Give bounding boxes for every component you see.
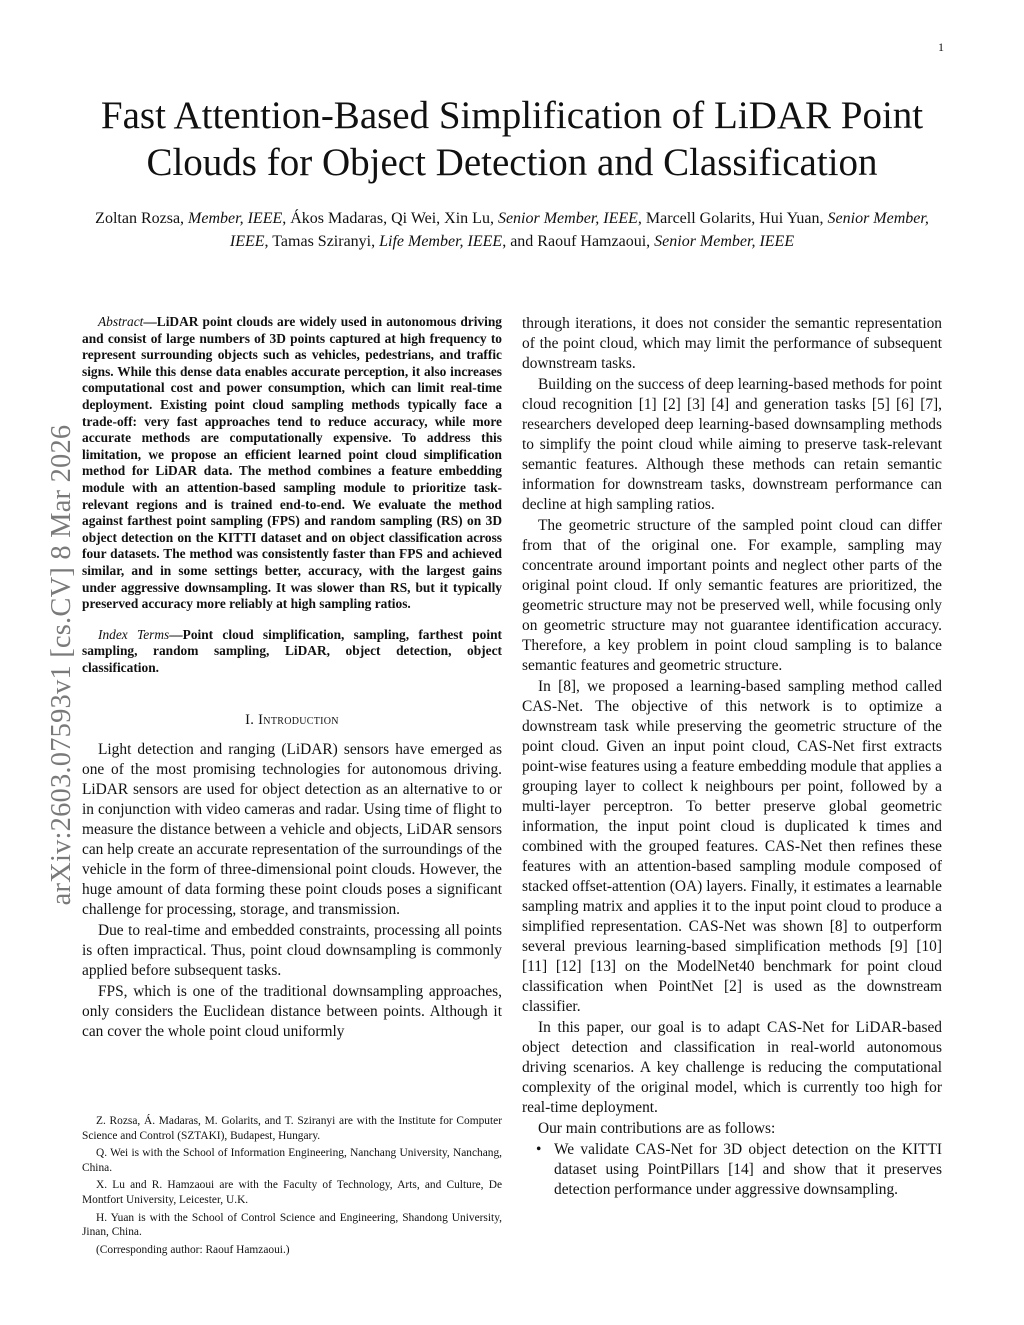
author-name: , and Raouf Hamzaoui, (502, 233, 655, 250)
footnotes (82, 1114, 502, 1260)
body-paragraph: Due to real-time and embedded constraints, processing all points is often impractical. Thus, point cloud downsampling is commonly applied before subsequent tasks. (82, 922, 502, 980)
footnote: Q. Wei is with the School of Information Engineering, Nanchang University, Nanchang, China. (82, 1147, 502, 1174)
body-paragraph: Building on the success of deep learning-based methods for point cloud recognition [1] [2] [3] [4] and generation tasks [5] [6] [7], researchers developed deep learning-based downsampling methods to simplify the point cloud while aiming to preserve task-relevant semantic features. Although these methods can retain semantic information for downstream tasks, downstream performance can decline at high sampling ratios. (522, 376, 942, 513)
body-paragraph: In [8], we proposed a learning-based sampling method called CAS-Net. The objective of this network is to optimize a downstream task while preserving the geometric structure of the point cloud. Given an input point cloud, CAS-Net first extracts point-wise features using a feature embedding module that applies a grouping layer to collect k neighbours per point, followed by a multi-layer perceptron. To better preserve global geometric information, the input point cloud is duplicated k times and combined with the grouped features. CAS-Net then refines these features with an attention-based sampling module composed of stacked offset-attention (OA) layers. Finally, it estimates a learnable sampling matrix and applies it to the input point cloud to produce a simplified representation. CAS-Net was shown [8] to outperform several previous learning-based simplification methods [9] [10] [11] [12] [13] on the ModelNet40 benchmark for point cloud classification when PointNet [2] is used as the downstream classifier. (522, 678, 942, 1015)
footnote: (Corresponding author: Raouf Hamzaoui.) (96, 1243, 290, 1256)
author-name: Zoltan Rozsa, (95, 210, 189, 227)
index-terms (82, 627, 502, 677)
author-name: , Marcell Golarits, Hui Yuan, (637, 210, 828, 227)
body-paragraph-continued: through iterations, it does not consider the semantic representation of the point cloud, which may limit the performance of subsequent downstream tasks. (522, 315, 942, 372)
author-role: Life Member, IEEE (379, 233, 503, 250)
page-number: 1 (938, 40, 944, 54)
body-paragraph: In this paper, our goal is to adapt CAS-Net for LiDAR-based object detection and classification in real-world autonomous driving scenarios. A key challenge is reducing the computational complexity of the original model, which is currently too high for real-time deployment. (522, 1019, 942, 1116)
section-heading (82, 710, 502, 730)
author-role: Member, IEEE (188, 210, 283, 227)
section-numeral: I. (245, 712, 255, 729)
author-role: Senior Member, IEEE (229, 210, 929, 250)
paper-title (60, 92, 964, 186)
title-line-1: Fast Attention-Based Simplification of LiDAR Point (100, 94, 924, 137)
author-list (82, 207, 942, 253)
index-terms-text: —Point cloud simplification, sampling, farthest point sampling, random sampling, LiDAR, object detection, object classification. (82, 626, 502, 675)
left-column (82, 314, 502, 1043)
list-item (522, 1140, 942, 1200)
body-paragraph: Light detection and ranging (LiDAR) sensors have emerged as one of the most promising technologies for autonomous driving. LiDAR sensors are used for object detection as an alternative to or in conjunction with video cameras and radar. Using time of flight to measure the distance between a vehicle and objects, LiDAR sensors can help create an accurate representation of the surroundings of the vehicle in the form of three-dimensional point clouds. However, the huge amount of data forming these point clouds poses a significant challenge for processing, storage, and transmission. (82, 741, 502, 919)
author-name: , Ákos Madaras, Qi Wei, Xin Lu, (282, 210, 498, 227)
footnote: Z. Rozsa, Á. Madaras, M. Golarits, and T. Sziranyi are with the Institute for Computer Science and Control (SZTAKI), Budapest, Hungary. (82, 1115, 502, 1142)
author-name: , Tamas Sziranyi, (264, 233, 380, 250)
footnote: X. Lu and R. Hamzaoui are with the Faculty of Technology, Arts, and Culture, De Montfort University, Leicester, U.K. (82, 1179, 502, 1206)
title-line-2: Clouds for Object Detection and Classification (146, 141, 878, 184)
abstract-label: Abstract (98, 314, 144, 329)
body-paragraph: Our main contributions are as follows: (538, 1120, 776, 1137)
arxiv-identifier-stamp: arXiv:2603.07593v1 [cs.CV] 8 Mar 2026 (46, 424, 77, 906)
footnote: H. Yuan is with the School of Control Science and Engineering, Shandong University, Jinan, China. (82, 1211, 502, 1239)
abstract (82, 314, 502, 613)
list-item-text: We validate CAS-Net for 3D object detection on the KITTI dataset using PointPillars [14] and show that it preserves detection performance under aggressive downsampling. (554, 1141, 942, 1198)
body-paragraph: The geometric structure of the sampled point cloud can differ from that of the original one. For example, sampling may concentrate around important points and neglect other parts of the original point cloud. If only semantic features are prioritized, the geometric structure may not be preserved well, while focusing only on geometric structure may not guarantee identification accuracy. Therefore, a key problem in point cloud sampling is to balance semantic features and geometric structure. (522, 517, 942, 674)
contribution-list (522, 1140, 942, 1200)
author-role: Senior Member, IEEE (497, 210, 638, 227)
author-role: Senior Member, IEEE (654, 233, 795, 250)
abstract-text: —LiDAR point clouds are widely used in autonomous driving and consist of large numbers of 3D points captured at high frequency to represent surrounding objects such as vehicles, pedestrians, and traffic signs. While this dense data enables accurate perception, it also increases computational cost and power consumption, which can limit real-time deployment. Existing point cloud sampling methods typically face a trade-off: very fast approaches tend to reduce accuracy, while more accurate methods are computationally expensive. To address this limitation, we propose an efficient learned point cloud simplification method for LiDAR data. The method combines a feature embedding module with an attention-based sampling module to prioritize task-relevant regions and is trained end-to-end. We evaluate the method against farthest point sampling (FPS) and random sampling (RS) on 3D object detection on the KITTI dataset and on object classification across four datasets. The method was consistently faster than FPS and achieved similar, and in some settings better, accuracy, with the largest gains under aggressive downsampling. It was slower than RS, but it typically preserved accuracy more reliably at high sampling ratios. (82, 314, 502, 612)
right-column (522, 314, 942, 1200)
body-paragraph: FPS, which is one of the traditional downsampling approaches, only considers the Euclidean distance between points. Although it can cover the whole point cloud uniformly (82, 983, 502, 1041)
index-terms-label: Index Terms (98, 626, 170, 642)
bullet-icon: • (536, 1141, 542, 1158)
section-title: Introduction (258, 712, 339, 729)
